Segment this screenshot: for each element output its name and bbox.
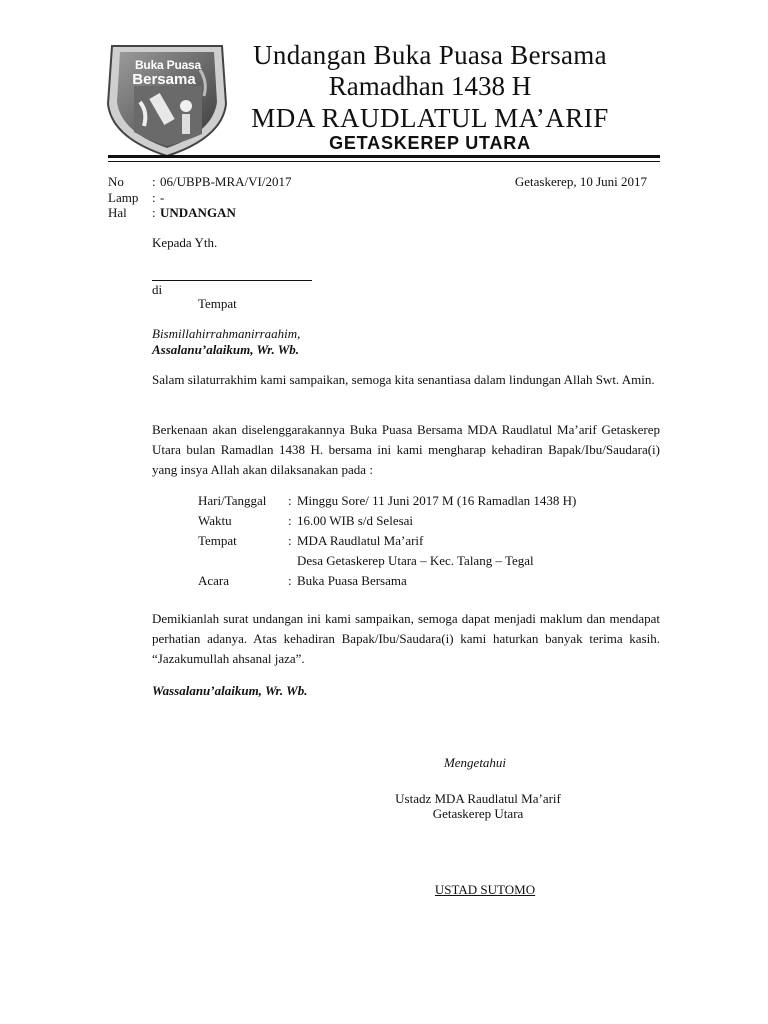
logo-line1: Buka Puasa <box>134 58 202 72</box>
lamp-value: - <box>160 190 165 205</box>
hal-label: Hal <box>108 205 127 220</box>
lamp-colon: : <box>152 190 156 205</box>
hal-value: UNDANGAN <box>160 205 236 220</box>
header-rule-thin <box>108 161 660 162</box>
institution-location: GETASKEREP UTARA <box>329 133 531 153</box>
no-colon: : <box>152 174 156 189</box>
detail-value-acara: Buka Puasa Bersama <box>297 573 407 588</box>
logo-line2: Bersama <box>132 71 196 88</box>
letter-title: Undangan Buka Puasa Bersama <box>253 40 607 70</box>
recipient-place: Tempat <box>198 296 237 311</box>
detail-colon: : <box>288 533 292 548</box>
detail-value-tempat: MDA Raudlatul Ma’arif <box>297 533 424 548</box>
detail-value-address: Desa Getaskerep Utara – Kec. Talang – Tegal <box>297 553 534 568</box>
recipient-di: di <box>152 282 163 297</box>
detail-colon: : <box>288 493 292 508</box>
institution-name: MDA RAUDLATUL MA’ARIF <box>251 103 609 133</box>
detail-colon: : <box>288 513 292 528</box>
letter-subtitle: Ramadhan 1438 H <box>328 71 532 101</box>
paragraph-3: Demikianlah surat undangan ini kami sampaikan, semoga dapat menjadi maklum dan mendapat perhatian adanya. Atas kehadiran Bapak/Ibu/Saudara(i) kami haturkan banyak terima kasih. “Jazakumullah ahsanal jaza”. <box>152 611 660 666</box>
header-rule-thick <box>108 155 660 158</box>
signature-mengetahui: Mengetahui <box>443 755 507 770</box>
detail-value-waktu: 16.00 WIB s/d Selesai <box>297 513 414 528</box>
no-value: 06/UBPB-MRA/VI/2017 <box>160 174 292 189</box>
no-label: No <box>108 174 124 189</box>
detail-label-waktu: Waktu <box>198 513 232 528</box>
basmalah: Bismillahirrahmanirraahim, <box>152 326 301 341</box>
signatory-name: USTAD SUTOMO <box>434 882 536 897</box>
letter-date: Getaskerep, 10 Juni 2017 <box>514 174 647 189</box>
closing-salam: Wassalanu’alaikum, Wr. Wb. <box>152 683 308 698</box>
hal-colon: : <box>152 205 156 220</box>
detail-label-hari: Hari/Tanggal <box>198 493 267 508</box>
signature-location: Getaskerep Utara <box>432 806 524 821</box>
detail-label-acara: Acara <box>198 573 230 588</box>
lamp-label: Lamp <box>108 190 139 205</box>
recipient-greeting: Kepada Yth. <box>152 235 218 250</box>
paragraph-2: Berkenaan akan diselenggarakannya Buka Puasa Bersama MDA Raudlatul Ma’arif Getaskerep Utara bulan Ramadlan 1438 H. bersama ini kami mengharap kehadiran Bapak/Ibu/Saudara(i) yang insya Allah akan dilaksanakan pada : <box>152 422 660 477</box>
detail-value-hari: Minggu Sore/ 11 Juni 2017 M (16 Ramadlan 1438 H) <box>297 493 577 508</box>
detail-label-tempat: Tempat <box>198 533 237 548</box>
detail-colon: : <box>288 573 292 588</box>
paragraph-1: Salam silaturrakhim kami sampaikan, semoga kita senantiasa dalam lindungan Allah Swt. Amin. <box>152 372 655 387</box>
signature-role: Ustadz MDA Raudlatul Ma’arif <box>395 791 561 806</box>
opening-salam: Assalanu’alaikum, Wr. Wb. <box>152 342 300 357</box>
